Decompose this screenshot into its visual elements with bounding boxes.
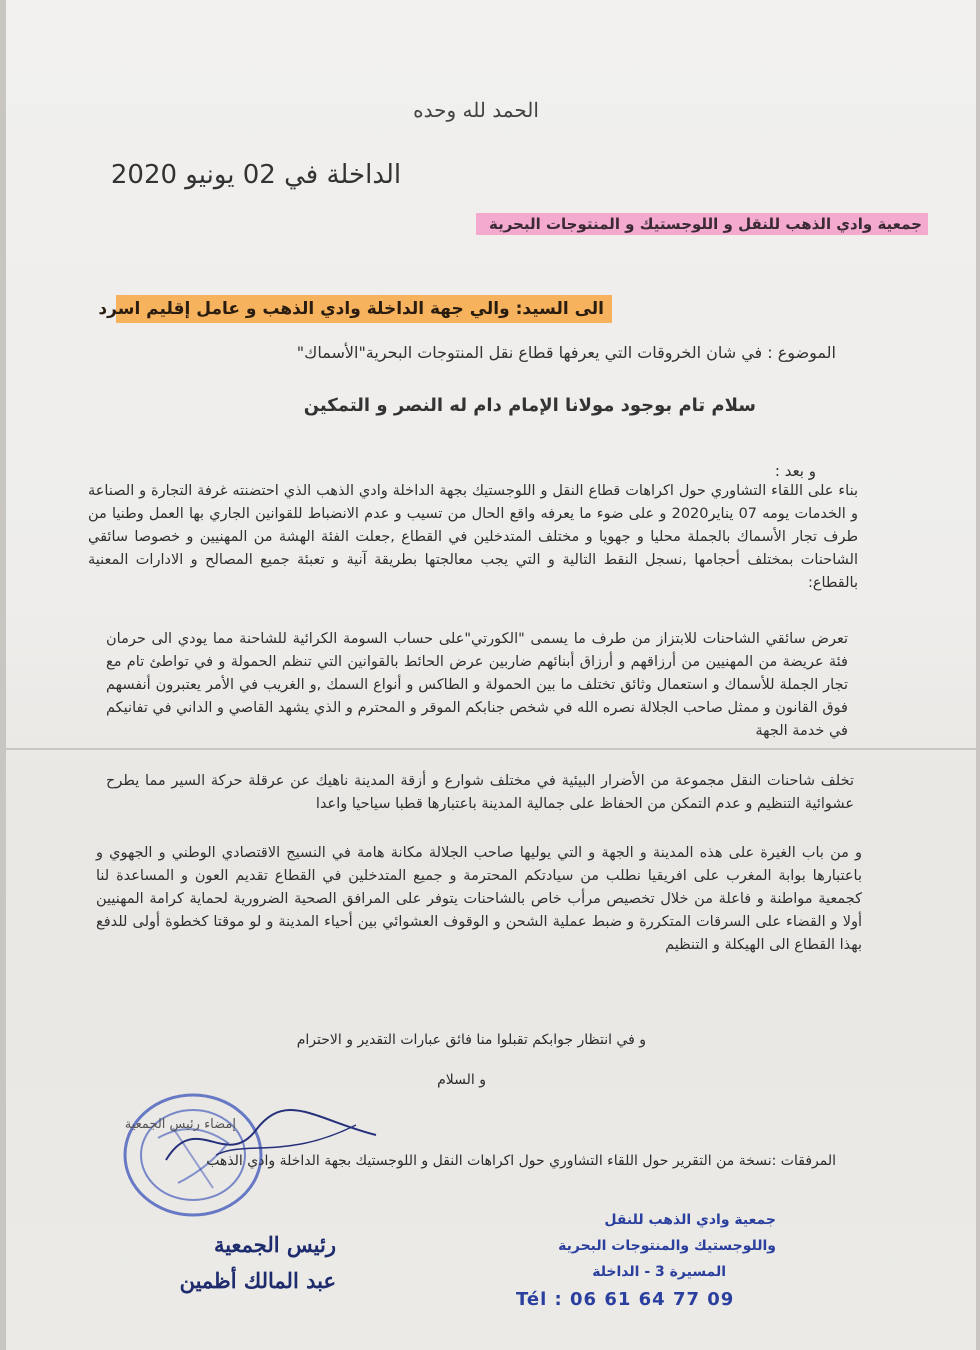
closing-line: و في انتظار جوابكم تقبلوا منا فائق عبارات التقدير و الاحترام [296, 1032, 646, 1048]
signature-name: عبد المالك أظمين [179, 1268, 336, 1293]
opening-phrase: و بعد : [774, 462, 816, 480]
footer-stamp-line-3: المسيرة 3 - الداخلة [592, 1264, 726, 1280]
greeting-line: سلام تام بوجود مولانا الإمام دام له النصر و التمكين [303, 395, 756, 416]
signature-title: إمضاء رئيس الجمعية [124, 1117, 236, 1132]
body-paragraph-1: بناء على اللقاء التشاوري حول اكراهات قطاع النقل و اللوجستيك بجهة الداخلة وادي الذهب الذي احتضنته غرفة التجارة و الصناعة و الخدمات يومه 07 يناير2020 و على ضوء ما يعرفه واقع الحال من تسيب و عدم الانضباط للقوانين الجاري بها العمل وطنيا من طرف تجار الأسماك بالجملة محليا و جهويا و مختلف المتدخلين في القطاع ,جعلت الفئة الهشة من المهنيين و خصوصا سائقي الشاحنات بمختلف أحجامها ,نسجل النقط التالية و التي يجب معالجتها بطريقة آنية و تعبئة جميع المصالح و الادارات المعنية بالقطاع: [88, 483, 858, 591]
body-paragraph-4: و من باب الغيرة على هذه المدينة و الجهة و التي يوليها صاحب الجلالة مكانة هامة في النسيج الاقتصادي الوطني و الجهوي و باعتبارها بوابة المغرب على افريقيا نطلب من سيادتكم المحترمة و جميع المتدخلين في القطاع تقديم العون و المساعدة لنا كجمعية مواطنة و فاعلة من خلال تخصيص مرأب خاص بالشاحنات يتوفر على المرافق الصحية الضرورية لحماية كرامة المهنيين أولا و القضاء على السرقات المتكررة و ضبط عملية الشحن و الوقوف العشوائي بين أحياء المدينة و لو موقتا كخطوة أولى للدفع بهذا القطاع الى الهيكلة و التنظيم [96, 845, 862, 953]
footer-stamp-line-1: جمعية وادي الذهب للنقل [604, 1212, 776, 1228]
association-name-highlight: جمعية وادي الذهب للنقل و اللوجستيك و المنتوجات البحرية [476, 213, 928, 235]
subject-line: الموضوع : في شان الخروقات التي يعرفها قطاع نقل المنتوجات البحرية"الأسماك" [296, 343, 836, 362]
letter-page [6, 0, 976, 1350]
body-paragraph-2: تعرض سائقي الشاحنات للابتزاز من طرف ما يسمى "الكورتي"على حساب السومة الكرائية للشاحنة مما يودي الى حرمان فئة عريضة من المهنيين من أرزاقهم و أرزاق أبنائهم ضاربين عرض الحائط بالقوانين التي تنظم الحمولة و في تواطئ تام مع تجار الجملة للأسماك و استعمال وثائق تختلف ما بين الحمولة و الطاكس و أنواع السمك ,و الغريب في الأمر يعتبرون أنفسهم فوق القانون و ممثل صاحب الجلالة نصره الله في شخص جنابكم الموقر و المحترم و الذي يشهد القاصي و الداني في تفانيكم في خدمة الجهة [106, 631, 848, 739]
signature-role: رئيس الجمعية [213, 1232, 336, 1257]
basmala-heading: الحمد لله وحده [413, 98, 539, 122]
date-line: الداخلة في 02 يونيو 2020 [110, 160, 402, 190]
salam-line: و السلام [437, 1072, 486, 1088]
addressee-highlight: الى السيد: والي جهة الداخلة وادي الذهب و عامل إقليم اسرد [116, 295, 612, 323]
body-paragraph-3: تخلف شاحنات النقل مجموعة من الأضرار البيئية في مختلف شوارع و أزقة المدينة ناهيك عن عرقلة حركة السير مما يطرح عشوائية التنظيم و عدم التمكن من الحفاظ على جمالية المدينة باعتبارها قطبا سياحيا واعدا [106, 773, 854, 812]
footer-phone: Tél : 06 61 64 77 09 [516, 1289, 735, 1310]
footer-stamp-line-2: واللوجستيك والمنتوجات البحرية [558, 1238, 776, 1254]
attachments-line: المرفقات :نسخة من التقرير حول اللقاء التشاوري حول اكراهات النقل و اللوجستيك بجهة الداخلة وادي الذهب [206, 1153, 836, 1169]
paper-fold [6, 748, 976, 750]
